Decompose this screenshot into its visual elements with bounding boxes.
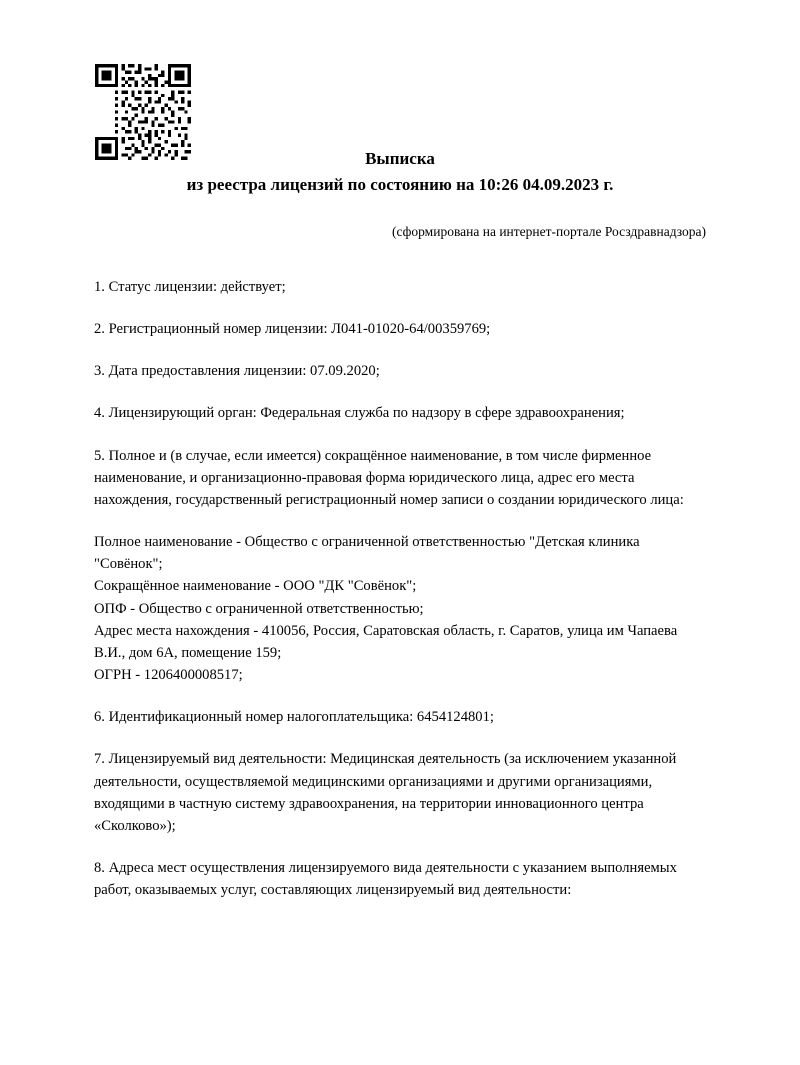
document-title: Выписка xyxy=(365,149,435,168)
entity-ogrn: ОГРН - 1206400008517; xyxy=(94,667,243,684)
entity-details-block xyxy=(94,531,706,686)
entity-address-line-2: В.И., дом 6А, помещение 159; xyxy=(94,644,282,661)
entity-address-line-1: Адрес места нахождения - 410056, Россия, Саратовская область, г. Саратов, улица им Чапаева xyxy=(94,622,678,639)
qr-code-svg xyxy=(95,64,191,160)
paragraph-issue-date: 3. Дата предоставления лицензии: 07.09.2020; xyxy=(94,363,380,380)
entity-full-name-line-2: "Совёнок"; xyxy=(94,556,163,573)
document-subtitle-date: из реестра лицензий по состоянию на 10:26 04.09.2023 г. xyxy=(186,174,614,194)
paragraph-activity-type: 7. Лицензируемый вид деятельности: Медицинская деятельность (за исключением указанной деятельности, осуществляемой медицинскими организациями и другими организациями, входящими в частную систему здравоохранения, на территории инновационного центра «Сколково»); xyxy=(94,751,677,834)
paragraph-entity-names-heading: 5. Полное и (в случае, если имеется) сокращённое наименование, в том числе фирменное наименование, и организационно-правовая форма юридического лица, адрес его места нахождения, государственный регистрационный номер записи о создании юридического лица: xyxy=(94,447,684,508)
qr-code-icon xyxy=(95,64,191,160)
entity-short-name: Сокращённое наименование - ООО "ДК "Совёнок"; xyxy=(94,578,417,595)
document-body xyxy=(94,276,706,902)
paragraph-licensing-authority: 4. Лицензирующий орган: Федеральная служба по надзору в сфере здравоохранения; xyxy=(94,405,625,422)
paragraph-status: 1. Статус лицензии: действует; xyxy=(94,278,286,295)
paragraph-inn: 6. Идентификационный номер налогоплательщика: 6454124801; xyxy=(94,709,494,726)
entity-legal-form: ОПФ - Общество с ограниченной ответственностью; xyxy=(94,600,424,617)
document-source-note: (сформирована на интернет-портале Росздравнадзора) xyxy=(391,224,706,239)
paragraph-activity-addresses: 8. Адреса мест осуществления лицензируемого вида деятельности с указанием выполняемых работ, оказываемых услуг, составляющих лицензируемый вид деятельности: xyxy=(94,860,677,899)
paragraph-registration-number: 2. Регистрационный номер лицензии: Л041-01020-64/00359769; xyxy=(94,321,491,338)
entity-full-name-line-1: Полное наименование - Общество с ограниченной ответственностью "Детская клиника xyxy=(94,534,640,551)
